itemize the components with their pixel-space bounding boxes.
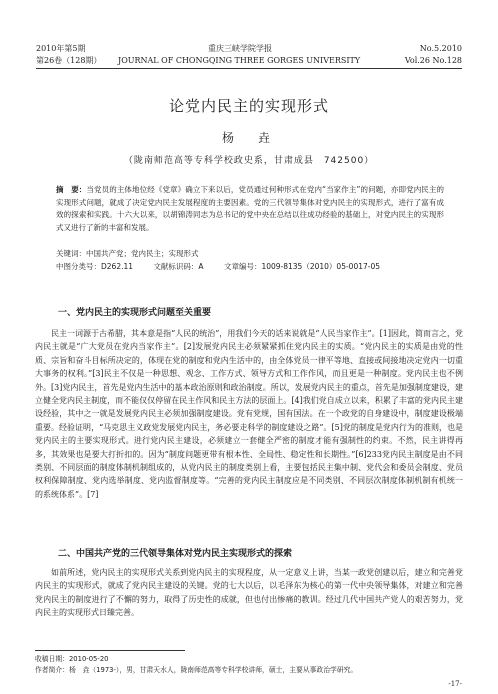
doc-code-label: 文献标识码： (153, 262, 199, 271)
section-2-paragraph: 如前所述，党内民主的实现形式关系到党内民主的实现程度，从一定意义上讲，当某一政党创建以后，建立和完善党内民主的实现形式，就成了党内民主建设的关键。党的七大以后，以毛泽东为核心的第一代中央领导集体，对建立和完善党内民主的制度进行了不懈的努力，取得了历史性的成就，但也付出惨痛的教训。经过几代中国共产党人的艰苦努力，党内民主的实现形式日臻完善。 (35, 568, 463, 618)
clc-code: D262.11 (101, 262, 134, 271)
author-affiliation: （陇南师范高等专科学校政史系，甘肃成县 742500） (123, 156, 375, 166)
keywords: 中国共产党；党内民主；实现形式 (86, 249, 199, 258)
footnote-rule (35, 650, 185, 651)
clc-label: 中图分类号： (56, 262, 101, 271)
abstract (56, 184, 444, 234)
volume-en: Vol.26 No.128 (404, 56, 462, 65)
issue-en: No.5.2010 (419, 44, 462, 53)
section-2-heading: 二、中国共产党的三代领导集体对党内民主实现形式的探索 (58, 549, 293, 559)
keywords-line (56, 248, 456, 259)
section-1-heading: 一、党内民主的实现形式问题至关重要 (58, 308, 212, 318)
classification-line (56, 261, 456, 272)
page-number: -17- (448, 680, 462, 688)
article-no-label: 文章编号： (223, 262, 262, 271)
article-author: 杨 垚 (221, 131, 276, 145)
abstract-text: 当党员的主体地位经《党章》确立下来以后，党员通过何种形式在党内“当家作主”的问题，亦即党内民主的实现形式问题，就成了决定党内民主发展程度的主要因素。党的三代领导集体对党内民主的实现形式，进行了富有成效的探索和实践。十六大以来，以胡锦涛同志为总书记的党中央在总结以往成功经验的基础上，对党内民主的实现形式又进行了新的丰富和发展。 (56, 185, 444, 232)
doc-code: A (198, 262, 204, 271)
received-date: 收稿日期：2010-05-20 (35, 655, 109, 663)
header-rule (36, 68, 462, 69)
article-no: 1009-8135（2010）05-0017-05 (261, 262, 381, 271)
journal-name-cn: 重庆三峡学院学报 (208, 44, 272, 53)
section-1-paragraph: 民主一词源于古希腊，其本意是指“人民的统治”，用我们今天的话来说就是“人民当家作主”。[1]因此，简而言之，党内民主就是“广大党员在党内当家作主”。[2]发展党内民主必须紧紧抓住党内民主的实质。“党内民主的实质是由党的性质、宗旨和奋斗目标所决定的，体现在党的制度和党内生活中的，由全体党员一律平等地、直接或间接地决定党内一切重大事务的权利。”[3]民主不仅是一种思想、观念、工作方式、领导方式和工作作风，而且更是一种制度。党内民主也不例外。[3]党内民主，首先是党内生活中的基本政治原则和政治制度。所以，发展党内民主的重点，首先是加强制度建设，建立健全党内民主制度，而不能仅仅停留在民主作风和民主方法的层面上。[4]我们党自成立以来，积累了丰富的党内民主建设经验，其中之一就是发展党内民主必须加强制度建设。党有党规，国有国法。在一个政党的自身建设中，制度建设极端重要。经验证明，“马克思主义政党发展党内民主，务必要走科学的制度建设之路”。[5]党的制度是党内行为的准则，也是党内民主的主要实现形式。进行党内民主建设，必须建立一套健全严密的制度才能有强制性的约束。不然，民主讲得再多，其效果也是要大打折扣的。因为“制度问题更带有根本性、全局性、稳定性和长期性。”[6]233党内民主制度是由不同类别、不同层面的制度体制机制组成的，从党内民主的制度类别上看，主要包括民主集中制、党代会和委员会制度、党员权利保障制度、党内选举制度、党内监督制度等。“完善的党内民主制度应是不同类别、不同层次制度体制机制有机统一的系统体系”。[7] (35, 329, 463, 499)
volume-cn: 第26卷（128期） (36, 56, 102, 65)
abstract-label: 摘 要： (56, 185, 87, 194)
author-info: 作者简介：杨 垚（1973-），男，甘肃天水人，陇南师范高等专科学校讲师，硕士，主要从事政治学研究。 (35, 666, 358, 674)
journal-name-en: JOURNAL OF CHONGQING THREE GORGES UNIVERSITY (118, 56, 361, 65)
issue-cn: 2010年第5期 (36, 44, 86, 53)
article-title: 论党内民主的实现形式 (168, 97, 329, 115)
keywords-label: 关键词： (56, 249, 86, 258)
